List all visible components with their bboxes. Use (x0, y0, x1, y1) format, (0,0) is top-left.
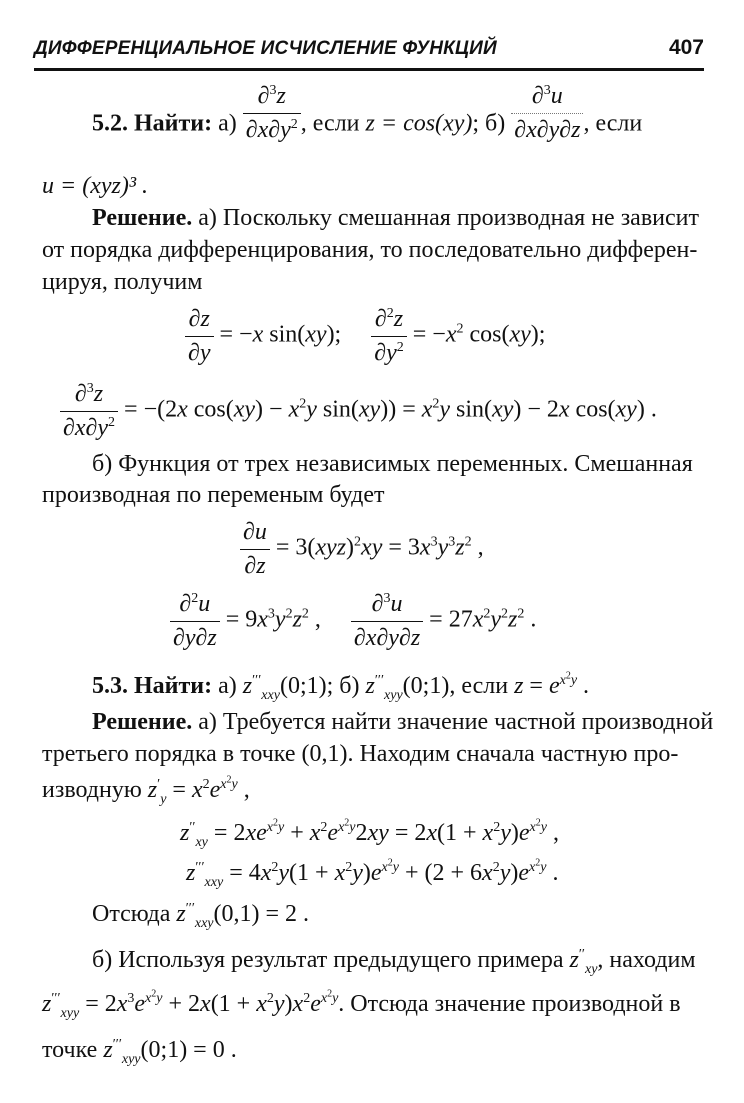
formula-dz-dy: $\frac{\partial z}{\partial y}$ = −x sin(xy); $\frac{\partial^2z}{\partial y^2}$ = $-x^2$ cos(xy); (185, 305, 545, 367)
problem-5-2-statement (92, 83, 643, 144)
condition-word: , если (300, 110, 360, 137)
condition-b-expr: u = (xyz)³ . (42, 173, 149, 199)
formula-zxy: $z''_{xy} = 2xe^{x^2y} + x^2e^{x^2y}2xy = 2x(1 + x^2y)e^{x^2y}$ , (180, 817, 559, 850)
solution-5-2-line3: цируя, получим (42, 269, 203, 295)
solution-5-3-b-line2: $z'''_{xyy} = 2x^3e^{x^2y} + 2x(1 + x^2y)x^2e^{x^2y}$. Отсюда значение производной в (42, 988, 681, 1021)
condition-word: , если (449, 673, 509, 699)
solution-text: изводную (42, 777, 142, 803)
solution-5-3-result-a: Отсюда $z'''_{xxy}(0,1) = 2$ . (92, 901, 310, 931)
problem-5-3-label: 5.3. Найти: (92, 673, 213, 699)
running-header (34, 34, 704, 71)
solution-text: , находим (597, 947, 696, 973)
formula-du-dz: $\frac{\partial u}{\partial z}$ = $3(xyz)^2xy = 3x^3y^3z^2$ , (240, 518, 484, 580)
part-b-label: ; б) (326, 673, 360, 699)
formula-d3u-dxdydz: $\frac{\partial^3u}{\partial x\partial y\partial z}$ (511, 82, 583, 144)
formula-d3z-dxdy2: $\frac{\partial^3z}{\partial x\partial y^2}$ (243, 82, 301, 144)
part-a-label: а) (218, 110, 237, 137)
solution-text: а) Требуется найти значение частной производной (198, 709, 714, 735)
problem-5-2-label: 5.2. Найти: (92, 110, 213, 137)
formula-d3z-result: $\frac{\partial^3z}{\partial x\partial y^2}$ = −(2x $\cos(xy) - x^2y$ $\sin(xy)) = x^2y$ sin(xy) − 2x cos(xy) . (60, 380, 657, 442)
formula-zxxy: $z'''_{xxy} = 4x^2y(1 + x^2y)e^{x^2y} + (2 + 6x^2y)e^{x^2y}$ . (186, 857, 559, 890)
formula-d2u-d3u: $\frac{\partial^2u}{\partial y\partial z}$ = $9x^3y^2z^2$ , $\frac{\partial^3u}{\partial x\partial y\partial z}$ = $27x^2y^2z^2$ . (170, 590, 536, 652)
solution-5-3-line1 (92, 708, 713, 736)
solution-label: Решение. (92, 709, 193, 735)
solution-label: Решение. (92, 205, 193, 231)
problem-5-3-statement: 5.3. Найти: а) $z'''_{xxy}(0;1)$; б) $z'''_{xyy}(0;1)$, если $z = e^{x^2y}$ . (92, 670, 590, 703)
header-title: ДИФФЕРЕНЦИАЛЬНОЕ ИСЧИСЛЕНИЕ ФУНКЦИЙ (34, 38, 497, 59)
solution-text: а) Поскольку смешанная производная не зависит (198, 205, 699, 231)
solution-5-3-line3: изводную $z'_y = x^2e^{x^2y}$ , (42, 774, 250, 807)
solution-5-2-line4: б) Функция от трех независимых переменных. Смешанная (92, 451, 693, 477)
part-b-label: ; б) (472, 110, 506, 137)
solution-5-2-line2: от порядка дифференцирования, то последовательно дифферен- (42, 237, 698, 263)
solution-5-2-line5: производная по переменым будет (42, 482, 385, 508)
otsyuda-word: Отсюда (92, 901, 171, 927)
solution-text: . Отсюда значение производной в (338, 991, 681, 1017)
solution-text: точке (42, 1037, 98, 1063)
solution-text: б) Используя результат предыдущего примера (92, 947, 564, 973)
page-number: 407 (668, 36, 704, 59)
solution-5-3-b-line3: точке $z'''_{xyy}(0;1) = 0$ . (42, 1037, 237, 1067)
solution-5-2-line1 (92, 204, 699, 232)
solution-5-3-b-line1: б) Используя результат предыдущего примера $z''_{xy}$, находим (92, 947, 696, 977)
condition-a-expr: z = cos(xy) (365, 110, 473, 137)
solution-5-3-line2: третьего порядка в точке (0,1). Находим сначала частную про- (42, 741, 679, 767)
condition-word-b: , если (583, 110, 643, 137)
part-a-label: а) (218, 673, 237, 699)
